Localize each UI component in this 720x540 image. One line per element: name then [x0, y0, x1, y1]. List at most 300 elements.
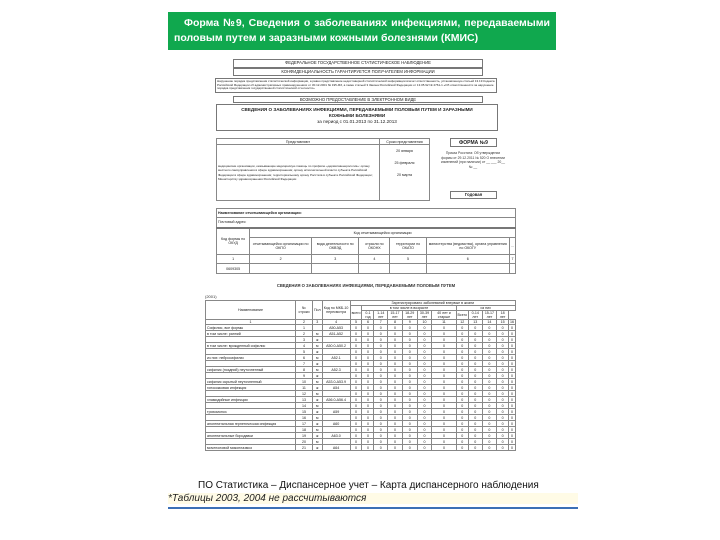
- submitters-table: [216, 138, 430, 201]
- row-cell: 0: [468, 439, 482, 445]
- row-cell: 0: [362, 439, 374, 445]
- row-cell: 0: [456, 355, 468, 361]
- row-cell: 0: [402, 373, 417, 379]
- row-cell: 0: [468, 421, 482, 427]
- row-cell: 0: [362, 427, 374, 433]
- row-cell: 0: [402, 331, 417, 337]
- row-cell: 0: [402, 343, 417, 349]
- row-icd: A56.0-A56.4: [322, 397, 350, 403]
- row-cell: 0: [497, 337, 509, 343]
- col-number: 16: [509, 320, 514, 324]
- row-cell: 0: [350, 421, 362, 427]
- row-sex: ж: [312, 445, 322, 451]
- row-name: из них: нейросифилис: [206, 355, 296, 361]
- row-cell: 0: [497, 421, 509, 427]
- row-cell: 0: [497, 361, 509, 367]
- row-cell: 0: [374, 391, 388, 397]
- table-code: (2001): [205, 294, 217, 299]
- col-number: 13: [468, 320, 482, 325]
- row-cell: 0: [482, 397, 497, 403]
- row-cell: 0: [508, 409, 515, 415]
- col-icd: Код по МКБ-10 пересмотра: [322, 301, 350, 320]
- col-number: 2: [296, 320, 313, 325]
- row-cell: 0: [432, 397, 456, 403]
- age-col-header: 1-14 лет: [374, 311, 388, 320]
- row-number: 17: [296, 421, 313, 427]
- row-cell: 0: [417, 409, 432, 415]
- col-number: 8: [388, 320, 403, 325]
- row-cell: 0: [468, 385, 482, 391]
- row-cell: 0: [508, 445, 515, 451]
- row-sex: ж: [312, 361, 322, 367]
- row-cell: 0: [362, 397, 374, 403]
- slide-title: Форма №9, Сведения о заболеваниях инфекциями, передаваемыми половым путем и заразными кожными болезнями (КМИС): [168, 12, 556, 50]
- row-cell: 0: [362, 373, 374, 379]
- age-col-header: 0-14 лет: [468, 311, 482, 320]
- row-cell: 0: [468, 427, 482, 433]
- row-cell: 0: [468, 373, 482, 379]
- row-cell: 0: [432, 337, 456, 343]
- row-cell: 0: [482, 349, 497, 355]
- form-period: за период с 01.01.2013 по 31.12.2013: [317, 119, 397, 124]
- row-number: 10: [296, 379, 313, 385]
- row-cell: 0: [350, 403, 362, 409]
- row-cell: 0: [497, 433, 509, 439]
- row-cell: 0: [417, 331, 432, 337]
- row-cell: 0: [362, 385, 374, 391]
- row-cell: 0: [402, 379, 417, 385]
- row-cell: 0: [508, 343, 515, 349]
- row-cell: 0: [374, 361, 388, 367]
- row-name: мочеполовой микоплазмоз: [206, 445, 296, 451]
- row-cell: 0: [432, 403, 456, 409]
- row-cell: 0: [350, 439, 362, 445]
- row-cell: 0: [432, 433, 456, 439]
- age-col-header: Всего: [456, 311, 468, 320]
- row-cell: 0: [374, 409, 388, 415]
- row-cell: 0: [388, 397, 403, 403]
- row-cell: 0: [350, 355, 362, 361]
- row-number: 1: [296, 325, 313, 331]
- row-cell: 0: [432, 391, 456, 397]
- row-number: 3: [296, 337, 313, 343]
- row-cell: 0: [417, 445, 432, 451]
- row-cell: 0: [417, 373, 432, 379]
- row-sex: ж: [312, 349, 322, 355]
- submitters-text: медицинские организации, оказывающие медицинскую помощь по профилю «дерматовенерология»: органу местного самоуправления в сфере здравоохранения; органу исполнительной власти субъекта Российской Федерации в сфере здравоохранения; территориальному органу Росстата в субъекте Российской Федерации; Министерству здравоохранения Российской Федерации: [217, 145, 380, 201]
- row-cell: 0: [350, 325, 362, 331]
- row-cell: 0: [508, 349, 515, 355]
- row-cell: 0: [432, 361, 456, 367]
- age-col-header: 18 лет: [497, 311, 509, 320]
- row-cell: 0: [432, 355, 456, 361]
- col-number: 14: [482, 320, 497, 325]
- row-cell: 0: [468, 403, 482, 409]
- row-cell: 0: [468, 409, 482, 415]
- row-cell: 0: [508, 325, 515, 331]
- col-group: Зарегистрировано заболеваний впервые в жизни: [350, 301, 515, 306]
- row-cell: 0: [497, 409, 509, 415]
- row-cell: 0: [497, 331, 509, 337]
- footer-note: *Таблицы 2003, 2004 не рассчитываются: [168, 493, 578, 504]
- row-icd: A64: [322, 445, 350, 451]
- code-group: Код отчитывающейся организации: [250, 228, 516, 238]
- row-cell: 0: [388, 391, 403, 397]
- row-cell: 0: [350, 433, 362, 439]
- row-cell: 0: [350, 409, 362, 415]
- row-sex: м: [312, 367, 322, 373]
- row-cell: 0: [374, 337, 388, 343]
- row-cell: 0: [468, 445, 482, 451]
- row-cell: 0: [432, 439, 456, 445]
- row-cell: 0: [456, 427, 468, 433]
- col-of-them: из них: [456, 306, 515, 311]
- row-cell: 0: [374, 427, 388, 433]
- row-cell: 0: [497, 403, 509, 409]
- row-cell: 0: [497, 445, 509, 451]
- row-cell: 0: [456, 415, 468, 421]
- row-cell: 0: [497, 349, 509, 355]
- row-cell: 0: [432, 379, 456, 385]
- footer-line-1: ПО Статистика – Диспансерное учет – Карта диспансерного наблюдения: [198, 480, 539, 491]
- row-cell: 0: [402, 349, 417, 355]
- row-cell: 0: [350, 331, 362, 337]
- code-col-number: 1: [217, 254, 250, 263]
- row-cell: 0: [432, 427, 456, 433]
- row-sex: ж: [312, 397, 322, 403]
- row-cell: 0: [388, 379, 403, 385]
- row-cell: 0: [497, 397, 509, 403]
- col-number: 15: [497, 320, 509, 325]
- row-cell: 0: [362, 367, 374, 373]
- row-cell: 0: [508, 355, 515, 361]
- col-number: 4: [322, 320, 350, 325]
- row-cell: 0: [468, 325, 482, 331]
- row-cell: 0: [482, 325, 497, 331]
- row-cell: 0: [432, 373, 456, 379]
- row-sex: м: [312, 403, 322, 409]
- organization-table: [216, 208, 516, 274]
- col-all: всего: [350, 306, 362, 320]
- row-cell: 0: [456, 343, 468, 349]
- row-cell: 0: [432, 343, 456, 349]
- row-cell: 0: [456, 421, 468, 427]
- row-sex: м: [312, 355, 322, 361]
- row-cell: 0: [468, 391, 482, 397]
- row-cell: 0: [432, 415, 456, 421]
- row-sex: м: [312, 391, 322, 397]
- row-icd: A60: [322, 421, 350, 427]
- row-cell: 0: [497, 367, 509, 373]
- row-cell: 0: [456, 391, 468, 397]
- row-cell: 0: [350, 385, 362, 391]
- code-col-number: 5: [390, 254, 426, 263]
- row-cell: 0: [497, 325, 509, 331]
- row-cell: 0: [402, 325, 417, 331]
- row-cell: 0: [350, 349, 362, 355]
- row-cell: 0: [374, 379, 388, 385]
- row-cell: 0: [482, 403, 497, 409]
- row-cell: 0: [508, 367, 515, 373]
- row-number: 13: [296, 397, 313, 403]
- row-cell: 0: [497, 373, 509, 379]
- row-cell: 0: [350, 397, 362, 403]
- row-cell: 0: [508, 415, 515, 421]
- org-label: Наименование отчитывающейся организации:: [217, 209, 516, 218]
- form-number: ФОРМА №9: [450, 138, 497, 147]
- row-cell: 0: [508, 391, 515, 397]
- row-sex: м: [312, 439, 322, 445]
- row-icd: A63.0: [322, 433, 350, 439]
- row-cell: 0: [362, 391, 374, 397]
- row-cell: 0: [456, 409, 468, 415]
- row-cell: 0: [350, 361, 362, 367]
- row-number: 5: [296, 349, 313, 355]
- code-col-header: территории по ОКАТО: [390, 238, 426, 255]
- row-cell: 0: [456, 373, 468, 379]
- row-cell: 0: [482, 409, 497, 415]
- row-cell: 0: [388, 373, 403, 379]
- age-col-header: 15-17 лет: [388, 311, 403, 320]
- row-cell: 0: [508, 421, 515, 427]
- code-col-header: отрасли по ОКОНХ: [359, 238, 390, 255]
- row-sex: м: [312, 379, 322, 385]
- row-cell: 0: [374, 349, 388, 355]
- confidential-note: КОНФИДЕНЦИАЛЬНОСТЬ ГАРАНТИРУЕТСЯ ПОЛУЧАТЕЛЕМ ИНФОРМАЦИИ: [233, 68, 483, 76]
- code-col-number: 3: [312, 254, 359, 263]
- table-row: [206, 445, 516, 451]
- row-cell: 0: [417, 391, 432, 397]
- row-cell: 0: [374, 421, 388, 427]
- row-cell: 0: [482, 379, 497, 385]
- row-icd: A51-A52: [322, 331, 350, 337]
- row-cell: 0: [374, 415, 388, 421]
- col-number: 5: [350, 320, 362, 325]
- row-cell: 0: [388, 409, 403, 415]
- row-cell: 0: [362, 379, 374, 385]
- row-cell: 0: [374, 343, 388, 349]
- row-cell: 0: [456, 349, 468, 355]
- row-cell: 0: [456, 403, 468, 409]
- row-number: 2: [296, 331, 313, 337]
- legal-note: Нарушение порядка представления статистической информации, а равно представление недостоверной статистической информации влечет ответственность, установленную статьей 13.19 Кодекса Российской Федерации об административных правонарушениях от 30.12.2001 № 195-ФЗ, а также статьей 3 Закона Российской Федерации от 13.05.92 № 2761-1 «Об ответственности за нарушение порядка представления государственной статистической отчетности»: [215, 78, 497, 93]
- row-sex: м: [312, 427, 322, 433]
- row-sex: ж: [312, 421, 322, 427]
- row-name: Сифилис, все формы: [206, 325, 296, 331]
- row-number: 16: [296, 415, 313, 421]
- row-cell: 0: [456, 331, 468, 337]
- row-cell: 0: [417, 421, 432, 427]
- row-cell: 0: [350, 379, 362, 385]
- row-number: 15: [296, 409, 313, 415]
- address-label: Почтовый адрес:: [217, 218, 516, 228]
- row-cell: 0: [482, 421, 497, 427]
- row-number: 19: [296, 433, 313, 439]
- col-number: 3: [312, 320, 322, 325]
- row-cell: 0: [417, 403, 432, 409]
- row-cell: 0: [402, 337, 417, 343]
- row-cell: 0: [432, 409, 456, 415]
- row-cell: 0: [388, 403, 403, 409]
- row-cell: 0: [508, 433, 515, 439]
- row-cell: 0: [482, 343, 497, 349]
- row-cell: 0: [508, 337, 515, 343]
- row-cell: 0: [388, 343, 403, 349]
- row-cell: 0: [374, 325, 388, 331]
- row-cell: 0: [362, 325, 374, 331]
- row-cell: 0: [432, 331, 456, 337]
- row-number: 6: [296, 355, 313, 361]
- row-cell: 0: [402, 427, 417, 433]
- age-col-header: 15-17 лет: [482, 311, 497, 320]
- row-cell: 0: [374, 331, 388, 337]
- col-number: 12: [456, 320, 468, 325]
- row-icd: A50-A53: [322, 325, 350, 331]
- row-cell: 0: [432, 325, 456, 331]
- row-cell: 0: [388, 439, 403, 445]
- row-cell: 0: [402, 439, 417, 445]
- col-number: 11: [432, 320, 456, 325]
- row-cell: 0: [402, 361, 417, 367]
- age-col-header: 30-39 лет: [417, 311, 432, 320]
- submit-header: Представляют: [217, 139, 380, 145]
- deadline-1: 20 января: [396, 149, 413, 153]
- row-name: в том числе: ранний: [206, 331, 296, 337]
- row-name: сифилис скрытый неуточненный: [206, 379, 296, 385]
- row-cell: 0: [388, 361, 403, 367]
- row-cell: 0: [482, 385, 497, 391]
- row-cell: 0: [402, 397, 417, 403]
- row-cell: 0: [402, 385, 417, 391]
- col-number: 6: [362, 320, 374, 325]
- row-cell: 0: [468, 433, 482, 439]
- row-cell: 0: [482, 427, 497, 433]
- row-cell: 0: [468, 361, 482, 367]
- row-sex: м: [312, 415, 322, 421]
- okud-code: 0609305: [217, 264, 250, 274]
- row-cell: 0: [374, 439, 388, 445]
- row-icd: A53.0-A53.9: [322, 379, 350, 385]
- row-cell: 0: [362, 433, 374, 439]
- row-cell: 0: [374, 367, 388, 373]
- row-cell: 0: [497, 379, 509, 385]
- row-cell: 0: [497, 415, 509, 421]
- code-col-number: 6: [426, 254, 509, 263]
- form-title-text: СВЕДЕНИЯ О ЗАБОЛЕВАНИЯХ ИНФЕКЦИЯМИ, ПЕРЕДАВАЕМЫМИ ПОЛОВЫМ ПУТЕМ И ЗАРАЗНЫМИ КОЖНЫМИ БОЛЕЗНЯМИ: [241, 107, 473, 118]
- row-cell: 0: [374, 385, 388, 391]
- row-sex: ж: [312, 385, 322, 391]
- row-cell: 0: [362, 349, 374, 355]
- row-number: 4: [296, 343, 313, 349]
- row-cell: 0: [482, 415, 497, 421]
- row-cell: 0: [456, 337, 468, 343]
- row-cell: 0: [402, 415, 417, 421]
- row-cell: 0: [388, 385, 403, 391]
- row-cell: 0: [456, 385, 468, 391]
- row-sex: ж: [312, 373, 322, 379]
- row-cell: 0: [497, 427, 509, 433]
- row-cell: 0: [402, 445, 417, 451]
- row-cell: 0: [362, 361, 374, 367]
- row-cell: 0: [350, 337, 362, 343]
- row-sex: м: [312, 343, 322, 349]
- row-cell: 0: [456, 397, 468, 403]
- row-cell: 0: [497, 439, 509, 445]
- row-cell: 0: [432, 385, 456, 391]
- row-name: трихомоноз: [206, 409, 296, 415]
- code-col-number: 7: [509, 254, 515, 263]
- row-icd: A54: [322, 385, 350, 391]
- row-cell: 0: [388, 337, 403, 343]
- row-sex: ж: [312, 409, 322, 415]
- row-cell: 0: [482, 445, 497, 451]
- row-cell: 0: [482, 373, 497, 379]
- row-cell: 0: [417, 361, 432, 367]
- row-cell: 0: [508, 373, 515, 379]
- row-cell: 0: [417, 343, 432, 349]
- row-cell: 0: [388, 325, 403, 331]
- row-cell: 0: [508, 427, 515, 433]
- row-cell: 0: [350, 415, 362, 421]
- row-cell: 0: [417, 397, 432, 403]
- col-number: 10: [417, 320, 432, 325]
- row-cell: 0: [432, 367, 456, 373]
- row-icd: A59: [322, 409, 350, 415]
- row-cell: 0: [362, 331, 374, 337]
- row-cell: 0: [417, 439, 432, 445]
- row-cell: 0: [417, 427, 432, 433]
- row-cell: 0: [374, 433, 388, 439]
- row-sex: ж: [312, 337, 322, 343]
- row-cell: 0: [468, 415, 482, 421]
- row-cell: 0: [456, 433, 468, 439]
- row-cell: 0: [374, 403, 388, 409]
- row-cell: 0: [482, 433, 497, 439]
- row-number: 9: [296, 373, 313, 379]
- deadline-3: 20 марта: [397, 173, 412, 177]
- row-number: 21: [296, 445, 313, 451]
- row-cell: 0: [374, 373, 388, 379]
- row-cell: 0: [456, 439, 468, 445]
- row-cell: 0: [468, 355, 482, 361]
- code-col-header: отчитывающейся организации по ОКПО: [250, 238, 312, 255]
- row-name: сифилис (поздний) неуточненный: [206, 367, 296, 373]
- row-name: хламидийные инфекции: [206, 397, 296, 403]
- deadline-2: 25 февраля: [394, 161, 415, 165]
- row-sex: ж: [312, 433, 322, 439]
- form-title: [216, 104, 498, 131]
- row-cell: 0: [497, 343, 509, 349]
- code-col-header: министерства (ведомства), органа управления по ОКОГУ: [426, 238, 509, 255]
- row-cell: 0: [388, 415, 403, 421]
- row-cell: 0: [350, 373, 362, 379]
- row-cell: 0: [350, 343, 362, 349]
- row-cell: 0: [417, 379, 432, 385]
- row-cell: 0: [456, 379, 468, 385]
- row-cell: 0: [432, 421, 456, 427]
- row-icd: A50.0-A50.2: [322, 343, 350, 349]
- row-cell: 0: [362, 337, 374, 343]
- row-cell: 0: [468, 367, 482, 373]
- row-cell: 0: [497, 391, 509, 397]
- table-title: СВЕДЕНИЯ О ЗАБОЛЕВАНИЯХ ИНФЕКЦИЯМИ, ПЕРЕДАВАЕМЫМИ ПОЛОВЫМ ПУТЕМ: [276, 283, 456, 288]
- row-cell: 0: [468, 343, 482, 349]
- row-cell: 0: [417, 349, 432, 355]
- row-cell: 0: [482, 367, 497, 373]
- row-cell: 0: [497, 385, 509, 391]
- row-cell: 0: [362, 445, 374, 451]
- row-cell: 0: [402, 409, 417, 415]
